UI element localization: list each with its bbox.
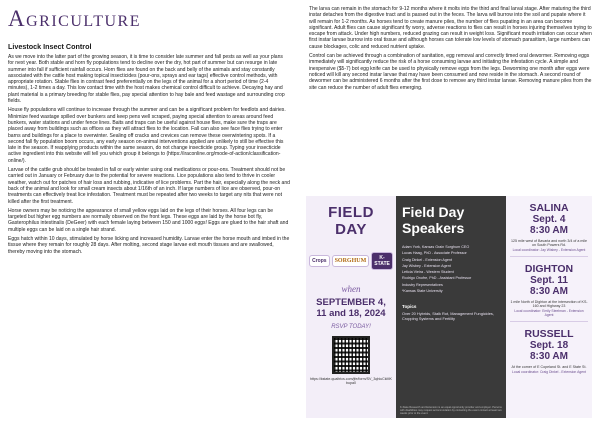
speaker-item: Jay Wisbey - Extension Agent	[402, 263, 451, 268]
section-heading: Livestock Insect Control	[8, 42, 92, 51]
location-card	[510, 263, 588, 322]
location-date: Sept. 11	[530, 275, 568, 287]
location-card	[510, 328, 588, 378]
location-name: RUSSELL	[524, 328, 574, 341]
flyer-locations-panel	[506, 196, 592, 418]
paragraph: Eggs hatch within 10 days, stimulated by horse licking and increased humidity. Larvae enter the horse mouth and imbed in the tissue where they remain for roughly 28 days. After molting, second stage larvae exit mouth tissues and are swallowed, thereby moving into the stomach.	[8, 236, 290, 255]
topics-heading: Topics	[402, 304, 417, 310]
rsvp-label: RSVP TODAY!	[331, 324, 371, 330]
location-date: Sept. 4	[532, 214, 566, 225]
paragraph: The larva can remain in the stomach for 9-12 months where it molts into the third and final larval stage. After maturing the third instar detaches from the digestive tract and is passed out in the feces. The larva will burrow into the soil and pupate where it will remain for 1-2 months. As horses tend to create manure piles, the number of flies pupating in an area can become significant. Adult flies can cause significant fly worry, adverse reactions to flies can result in horses injuring themselves trying to escape from attack. Under high numbers, reduced grazing can result in weight loss. Significant mouth irritation can occur when first instar larvae burrow into oral tissue and although horses can tolerate low levels of stomach parasitism, large numbers can cause blockages, colic and reduced nutrient uptake.	[309, 6, 592, 50]
location-address: 125 mile west of Bavaria and north 3/4 of a mile on South Powers Rd.	[511, 239, 587, 248]
qr-code-icon[interactable]	[332, 336, 370, 374]
page-title: Agriculture	[8, 6, 141, 31]
location-contact: Local coordinator: Craig Dinkel - Extension Agent	[512, 369, 586, 374]
location-name: DIGHTON	[524, 263, 574, 276]
crops-logo: Crops	[309, 255, 329, 267]
location-address: 1 mile North of Dighton at the intersection of KS-160 and Highway 23	[510, 300, 588, 309]
speaker-item: Industry Representatives	[402, 282, 443, 287]
speaker-item: Leticia Vieira - Western Student	[402, 270, 454, 275]
kstate-logo: K-STATE	[371, 252, 393, 270]
paragraph: House fly populations will continue to increase through the summer and can be a significant problem for feedlots and dairies. Minimize feed wastage spilled over bunkers and keep pens well scraped, paying special attention to areas around feed bunkers, water stations and under fence lines. Baits and traps can be useful against house flies, make sure the traps are placed away from buildings such as offices as they will attract flies to the location. Fall can also see face flies trying to enter barns and buildings for a place to overwinter. Sealing off cracks and crevices can remove these overwintering spots. If a second fall fly population boom occurs, any early season on-animal interventions applied are unlikely to still be effective this late in the season. If reapplying products within the same season, do not change insecticide group. Typing your insecticide active ingredient into this website will tell you which group it belongs to (https://iraconline.org/mode-of-action/classification-online/).	[8, 107, 286, 164]
location-time: 8:30 AM	[530, 225, 568, 236]
field-day-flyer	[306, 196, 592, 418]
speaker-item: Rodrigo Onofre, PhD - Assistant Professor	[402, 276, 472, 281]
speaker-item: Adam York, Kansas Grain Sorghum CEO	[402, 245, 470, 249]
flyer-left-panel	[306, 196, 396, 418]
sorghum-logo: SORGHUM	[332, 255, 370, 267]
speaker-item: *Kansas State University	[402, 289, 443, 294]
location-contact: Local coordinator: Emily Steelman - Extension Agent	[514, 308, 584, 318]
left-column	[8, 42, 290, 258]
flyer-title: FIELD DAY	[328, 204, 374, 238]
speaker-item: Lucas Haag, PhD - Associate Professor	[402, 251, 467, 256]
when-label: when	[341, 284, 361, 294]
rsvp-link[interactable]: https://kstate.qualtrics.com/jfe/form/SV_3qhiuCkMKbupa0	[310, 377, 392, 386]
location-card	[510, 202, 588, 257]
flyer-speakers-panel	[396, 196, 506, 418]
right-column	[309, 6, 592, 94]
event-dates: SEPTEMBER 4, 11 and 18, 2024	[316, 297, 386, 319]
sponsor-logos	[310, 244, 392, 278]
location-time: 8:30 AM	[530, 351, 568, 363]
speakers-title: Field Day Speakers	[402, 204, 465, 236]
flyer-disclaimer: K-State Research and Extension is an equal opportunity provider and employer. Persons with disabilities may request accommodation by contacting the event contact at least two weeks prior to the event.	[400, 406, 502, 415]
location-date: Sept. 18	[529, 340, 569, 352]
paragraph: Control can be achieved through a combination of sanitation, egg removal and correctly timed oral dewormer. Removing eggs immediately will significantly reduce the risk of a horse consuming larvae and initiating the infestation cycle. A simple and inexpensive ($5-7) bot egg knife can be used to physically remove eggs from the legs. Deworming one month after eggs were noticed will kill any second instar larvae that may have been consumed and now reside in the stomach. A second round of dewormer can be administered 6 months after the first dose to remove any third instar larvae. Removing manure piles from the site can reduce the number of adult flies emerging.	[309, 53, 592, 91]
speaker-item: Craig Dinkel - Extension Agent	[402, 257, 453, 262]
paragraph: Larvae of the cattle grub should be treated in fall or early winter using oral medications or pour-ons. Treatment should not be carried out in January or February due to the potential for severe reactions. Lice populations also tend to thrive in cooler weather, watch out for patches of hair loss and rubbing, indicative of lice problems. Part the hair, especially along the neck and back of the animal and look for small cream insects about 1/16th of an inch. If large numbers of lice are observed, pour-on treatments can effectively treat lice infestation. Treatment must be repeated after two weeks to target any nits that were not killed after the first treatment.	[8, 167, 290, 205]
location-address: At the corner of E Copeland St. and E State St.	[511, 365, 587, 370]
topics-text: Over 20 Hybrids, Stalk Rot, Management Fungicides, Cropping Systems and Fertility	[402, 311, 494, 322]
location-name: SALINA	[529, 202, 569, 214]
speaker-list	[402, 244, 500, 294]
location-time: 8:30 AM	[530, 286, 568, 298]
paragraph: As we move into the latter part of the growing season, it is time to consider late summer and fall pests as well as your plans for next year. Both stable and horn fly populations tend to decline over the dry, hot part of summer but can resurge in late summer into fall if sufficient rainfall occurs. Horn flies are found on the back and belly of the animals and stay constantly associated with the cattle host making topical insecticides (pour-ons, sprays and ear tags) effective control methods, with appropriate rotation. Stable flies in contrast feed preferentially on the legs of the animal for a short period of time (2-4 minutes), 1-2 times a day. This low contact time with the host makes chemical control difficult to achieve. Decaying hay and plant material is a primary breeding for stable flies, pay special attention to hay bale and feed wastage and surrounding crop fields.	[8, 54, 285, 105]
paragraph: Horse owners may be noticing the appearance of small yellow eggs laid on the legs of their horses. All four legs can be targeted but higher egg numbers are normally observed on the front legs. These eggs are laid by the horse bot fly, Gasterophilus intestinalis (DeGeer) with each female laying between 150 and 1000 eggs! Eggs are glued to the hair shaft and multiple eggs can be laid on a single hair strand.	[8, 207, 289, 233]
location-contact: Local coordinator: Jay Wisbey - Extension Agent	[512, 247, 586, 252]
